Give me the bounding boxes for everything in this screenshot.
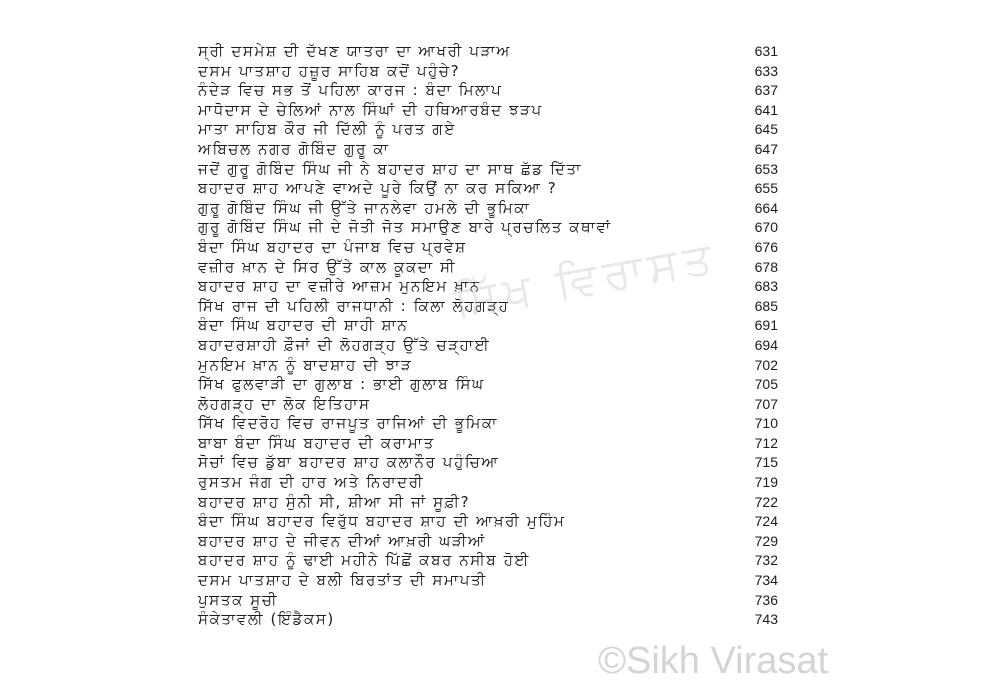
toc-entry (198, 199, 778, 219)
toc-entry-title: ਅਬਿਚਲ ਨਗਰ ਗੋਬਿੰਦ ਗੁਰੂ ਕਾ (198, 139, 390, 158)
toc-entry-title: ਸ੍ਰੀ ਦਸਮੇਸ਼ ਦੀ ਦੱਖਣ ਯਾਤਰਾ ਦਾ ਆਖਰੀ ਪੜਾਅ (198, 42, 511, 60)
toc-entry-title: ਬੰਦਾ ਸਿੰਘ ਬਹਾਦਰ ਵਿਰੁੱਧ ਬਹਾਦਰ ਸ਼ਾਹ ਦੀ ਆਖ਼ਰੀ ਮੁਹਿੰਮ (198, 512, 566, 531)
toc-entry-title: ਬੰਦਾ ਸਿੰਘ ਬਹਾਦਰ ਦਾ ਪੰਜਾਬ ਵਿਚ ਪ੍ਰਵੇਸ਼ (198, 237, 467, 256)
toc-entry-page: 710 (754, 415, 778, 432)
toc-entry (198, 238, 778, 258)
toc-entry (198, 414, 778, 434)
toc-entry-title: ਮੁਨਇਮ ਖ਼ਾਨ ਨੂੰ ਬਾਦਸ਼ਾਹ ਦੀ ਝਾੜ (198, 355, 413, 374)
toc-entry-title: ਸਿੱਖ ਫੁਲਵਾੜੀ ਦਾ ਗੁਲਾਬ : ਭਾਈ ਗੁਲਾਬ ਸਿੰਘ (198, 375, 485, 394)
toc-entry-title: ਪੁਸਤਕ ਸੂਚੀ (198, 590, 279, 609)
toc-entry-page: 702 (754, 356, 778, 373)
toc-entry-page: 736 (754, 591, 778, 608)
toc-entry-title: ਗੁਰੂ ਗੋਬਿੰਦ ਸਿੰਘ ਜੀ ਉੱਤੇ ਜਾਨਲੇਵਾ ਹਮਲੇ ਦੀ ਭੂਮਿਕਾ (198, 198, 531, 217)
toc-entry (198, 356, 778, 376)
toc-entry (198, 512, 778, 532)
toc-entry-title: ਸੰਕੇਤਾਵਲੀ (ਇੰਡੈਕਸ) (198, 610, 335, 629)
toc-entry-title: ਲੋਹਗੜ੍ਹ ਦਾ ਲੋਕ ਇਤਿਹਾਸ (198, 394, 371, 413)
toc-entry (198, 42, 778, 62)
toc-entry-page: 631 (754, 43, 778, 59)
toc-entry (198, 336, 778, 356)
toc-entry-page: 707 (754, 395, 778, 412)
toc-entry (198, 610, 778, 630)
toc-entry (198, 375, 778, 395)
toc-entry-title: ਦਸਮ ਪਾਤਸ਼ਾਹ ਦੇ ਬਲੀ ਬਿਰਤਾਂਤ ਦੀ ਸਮਾਪਤੀ (198, 571, 487, 590)
toc-entry-page: 676 (754, 238, 778, 255)
toc-entry-page: 719 (754, 474, 778, 491)
toc-entry-title: ਬਾਬਾ ਬੰਦਾ ਸਿੰਘ ਬਹਾਦਰ ਦੀ ਕਰਾਮਾਤ (198, 433, 435, 452)
toc-entry-title: ਬਹਾਦਰ ਸ਼ਾਹ ਦੇ ਜੀਵਨ ਦੀਆਂ ਆਖ਼ਰੀ ਘੜੀਆਂ (198, 531, 486, 550)
toc-entry-page: 637 (754, 82, 778, 99)
toc-entry-title: ਗੁਰੂ ਗੋਬਿੰਦ ਸਿੰਘ ਜੀ ਦੇ ਜੋਤੀ ਜੋਤ ਸਮਾਉਣ ਬਾਰੇ ਪ੍ਰਚਲਿਤ ਕਥਾਵਾਂ (198, 218, 612, 237)
toc-entry-page: 683 (754, 278, 778, 295)
table-of-contents (198, 42, 778, 630)
toc-entry-title: ਵਜ਼ੀਰ ਖ਼ਾਨ ਦੇ ਸਿਰ ਉੱਤੇ ਕਾਲ ਕੂਕਦਾ ਸੀ (198, 257, 457, 276)
toc-entry (198, 218, 778, 238)
toc-entry (198, 493, 778, 513)
toc-entry (198, 120, 778, 140)
toc-entry-title: ਬੰਦਾ ਸਿੰਘ ਬਹਾਦਰ ਦੀ ਸ਼ਾਹੀ ਸ਼ਾਨ (198, 316, 409, 335)
toc-entry-title: ਬਹਾਦਰ ਸ਼ਾਹ ਨੂੰ ਢਾਈ ਮਹੀਨੇ ਪਿੱਛੋਂ ਕਬਰ ਨਸੀਬ ਹੋਈ (198, 551, 531, 570)
toc-entry-title: ਬਹਾਦਰਸ਼ਾਹੀ ਫ਼ੌਜਾਂ ਦੀ ਲੋਹਗੜ੍ਹ ਉੱਤੇ ਚੜ੍ਹਾਈ (198, 335, 491, 354)
toc-entry-page: 722 (754, 493, 778, 510)
toc-entry-page: 641 (754, 101, 778, 118)
toc-entry-page: 694 (754, 336, 778, 353)
toc-entry (198, 551, 778, 571)
toc-entry-title: ਬਹਾਦਰ ਸ਼ਾਹ ਦਾ ਵਜ਼ੀਰੇ ਆਜ਼ਮ ਮੁਨਇਮ ਖ਼ਾਨ (198, 277, 481, 296)
toc-entry-page: 712 (754, 434, 778, 451)
watermark-center: ਸਿੱਖ ਵਿਰਾਸਤ (450, 231, 722, 329)
toc-entry-page: 743 (754, 611, 778, 628)
toc-entry-page: 734 (754, 572, 778, 589)
toc-entry-page: 647 (754, 140, 778, 157)
toc-entry-title: ਜਦੋਂ ਗੁਰੂ ਗੋਬਿੰਦ ਸਿੰਘ ਜੀ ਨੇ ਬਹਾਦਰ ਸ਼ਾਹ ਦਾ ਸਾਥ ਛੱਡ ਦਿੱਤਾ (198, 159, 582, 178)
toc-entry-page: 729 (754, 532, 778, 549)
toc-entry-title: ਸੋਚਾਂ ਵਿਚ ਡੁੱਬਾ ਬਹਾਦਰ ਸ਼ਾਹ ਕਲਾਨੌਰ ਪਹੁੰਚਿਆ (198, 453, 500, 472)
toc-entry-page: 655 (754, 180, 778, 197)
toc-entry (198, 473, 778, 493)
toc-entry (198, 395, 778, 415)
toc-entry-page: 724 (754, 513, 778, 530)
toc-entry-page: 633 (754, 62, 778, 79)
toc-entry-title: ਦਸਮ ਪਾਤਸ਼ਾਹ ਹਜ਼ੂਰ ਸਾਹਿਬ ਕਦੋਂ ਪਹੁੰਚੇ? (198, 61, 461, 80)
toc-entry-page: 645 (754, 121, 778, 138)
toc-entry (198, 277, 778, 297)
toc-entry-page: 691 (754, 317, 778, 334)
toc-entry (198, 591, 778, 611)
toc-entry-page: 670 (754, 219, 778, 236)
toc-entry (198, 571, 778, 591)
toc-entry-page: 685 (754, 297, 778, 314)
toc-entry-title: ਮਾਤਾ ਸਾਹਿਬ ਕੌਰ ਜੀ ਦਿੱਲੀ ਨੂੰ ਪਰਤ ਗਏ (198, 120, 456, 139)
toc-entry (198, 81, 778, 101)
toc-entry-title: ਬਹਾਦਰ ਸ਼ਾਹ ਆਪਣੇ ਵਾਅਦੇ ਪੂਰੇ ਕਿਉਂ ਨਾ ਕਰ ਸਕਿਆ ? (198, 179, 558, 198)
toc-entry-page: 653 (754, 160, 778, 177)
toc-entry (198, 258, 778, 278)
toc-entry (198, 297, 778, 317)
toc-entry-title: ਮਾਧੋਦਾਸ ਦੇ ਚੇਲਿਆਂ ਨਾਲ ਸਿੰਘਾਂ ਦੀ ਹਥਿਆਰਬੰਦ ਝੜਪ (198, 100, 543, 119)
toc-entry-page: 678 (754, 258, 778, 275)
toc-entry-title: ਰੁਸਤਮ ਜੰਗ ਦੀ ਹਾਰ ਅਤੇ ਨਿਰਾਦਰੀ (198, 473, 425, 492)
toc-entry-title: ਸਿੱਖ ਰਾਜ ਦੀ ਪਹਿਲੀ ਰਾਜਧਾਨੀ : ਕਿਲਾ ਲੋਹਗੜ੍ਹ (198, 296, 510, 315)
toc-entry (198, 160, 778, 180)
toc-entry-title: ਬਹਾਦਰ ਸ਼ਾਹ ਸੁੰਨੀ ਸੀ, ਸ਼ੀਆ ਸੀ ਜਾਂ ਸੂਫ਼ੀ? (198, 492, 471, 511)
toc-entry (198, 453, 778, 473)
toc-entry-title: ਸਿੱਖ ਵਿਦਰੋਹ ਵਿਚ ਰਾਜਪੂਤ ਰਾਜਿਆਂ ਦੀ ਭੂਮਿਕਾ (198, 414, 499, 433)
toc-entry (198, 434, 778, 454)
toc-entry (198, 179, 778, 199)
toc-entry-title: ਨੰਦੇੜ ਵਿਚ ਸਭ ਤੋਂ ਪਹਿਲਾ ਕਾਰਜ : ਬੰਦਾ ਮਿਲਾਪ (198, 81, 503, 100)
toc-entry (198, 101, 778, 121)
toc-entry (198, 316, 778, 336)
toc-entry-page: 732 (754, 552, 778, 569)
watermark-corner: ©Sikh Virasat (598, 640, 829, 682)
toc-entry (198, 532, 778, 552)
toc-entry-page: 705 (754, 376, 778, 393)
toc-entry (198, 62, 778, 82)
toc-entry-page: 715 (754, 454, 778, 471)
toc-entry-page: 664 (754, 199, 778, 216)
toc-entry (198, 140, 778, 160)
